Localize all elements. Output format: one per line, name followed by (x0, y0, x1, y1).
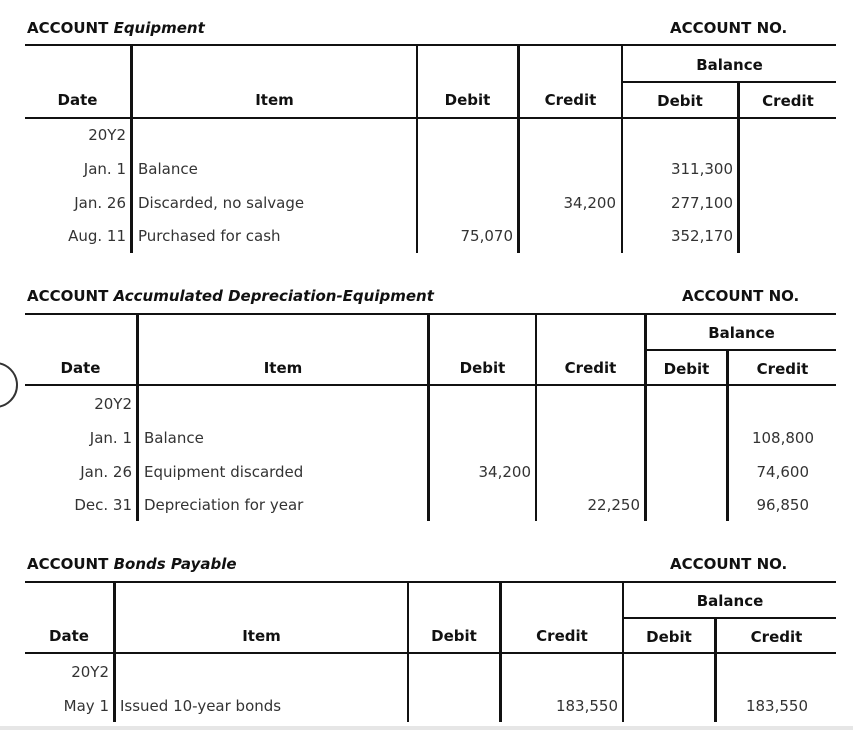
row-date: Aug. 11 (68, 227, 126, 245)
account-prefix: ACCOUNT (27, 287, 109, 305)
row-balance-credit: 108,800 (751, 429, 814, 447)
date-header: Date (60, 359, 101, 377)
balance-debit-header: Debit (663, 360, 710, 378)
col-divider (621, 45, 623, 253)
account-prefix: ACCOUNT (27, 555, 109, 573)
col-divider (427, 314, 430, 521)
balance-debit-header: Debit (657, 92, 703, 110)
credit-header: Credit (544, 91, 597, 109)
date-header: Date (49, 627, 89, 645)
row-item: Purchased for cash (138, 227, 281, 245)
row-credit: 183,550 (555, 697, 618, 715)
balance-rule (623, 81, 836, 83)
col-divider (113, 582, 116, 722)
row-credit: 22,250 (587, 496, 640, 514)
debit-header: Debit (431, 627, 477, 645)
date-header: Date (57, 91, 98, 109)
side-circle-button[interactable] (0, 362, 18, 408)
row-date: 20Y2 (88, 126, 126, 144)
account-name: Accumulated Depreciation-Equipment (113, 287, 434, 305)
account-title (27, 555, 237, 573)
header-rule (25, 384, 836, 386)
debit-header: Debit (444, 91, 491, 109)
col-divider (517, 45, 520, 253)
account-number-label: ACCOUNT NO. (682, 287, 800, 305)
row-date: 20Y2 (71, 663, 109, 681)
row-date: 20Y2 (94, 395, 132, 413)
row-date: Jan. 1 (89, 429, 132, 447)
balance-header: Balance (708, 324, 775, 342)
row-balance-debit: 311,300 (670, 160, 733, 178)
item-header: Item (255, 91, 294, 109)
row-item: Depreciation for year (144, 496, 304, 514)
row-date: May 1 (63, 697, 109, 715)
col-divider (644, 314, 647, 521)
balance-header: Balance (696, 592, 764, 610)
account-name: Bonds Payable (113, 555, 237, 573)
item-header: Item (242, 627, 281, 645)
row-item: Balance (144, 429, 204, 447)
row-item: Discarded, no salvage (138, 194, 305, 212)
row-balance-debit: 352,170 (670, 227, 733, 245)
balance-debit-header: Debit (646, 628, 692, 646)
balance-header: Balance (696, 56, 763, 74)
row-item: Equipment discarded (144, 463, 304, 481)
balance-credit-header: Credit (750, 628, 803, 646)
balance-credit-header: Credit (756, 360, 809, 378)
item-header: Item (263, 359, 303, 377)
balance-rule (647, 349, 836, 351)
col-divider (136, 314, 139, 521)
row-item: Balance (138, 160, 198, 178)
col-divider (416, 45, 418, 253)
row-item: Issued 10-year bonds (120, 697, 282, 715)
row-date: Dec. 31 (74, 496, 132, 514)
row-debit: 34,200 (478, 463, 531, 481)
row-debit: 75,070 (460, 227, 513, 245)
row-balance-credit: 183,550 (745, 697, 808, 715)
credit-header: Credit (564, 359, 617, 377)
bottom-edge (0, 726, 853, 730)
row-balance-credit: 74,600 (756, 463, 809, 481)
top-rule (25, 581, 836, 583)
top-rule (25, 313, 836, 315)
account-title (27, 19, 205, 37)
row-date: Jan. 26 (74, 194, 126, 212)
account-name: Equipment (113, 19, 205, 37)
col-divider (130, 45, 133, 253)
top-rule (25, 44, 836, 46)
credit-header: Credit (536, 627, 588, 645)
row-date: Jan. 26 (80, 463, 132, 481)
row-date: Jan. 1 (83, 160, 126, 178)
account-number-label: ACCOUNT NO. (670, 19, 788, 37)
account-number-label: ACCOUNT NO. (670, 555, 788, 573)
balance-credit-header: Credit (762, 92, 814, 110)
balance-rule (624, 617, 836, 619)
row-credit: 34,200 (563, 194, 616, 212)
col-divider (407, 582, 409, 722)
account-title (27, 287, 434, 305)
header-rule (25, 117, 836, 119)
col-divider (535, 314, 537, 521)
account-prefix: ACCOUNT (27, 19, 109, 37)
row-balance-debit: 277,100 (670, 194, 733, 212)
row-balance-credit: 96,850 (756, 496, 809, 514)
debit-header: Debit (459, 359, 506, 377)
